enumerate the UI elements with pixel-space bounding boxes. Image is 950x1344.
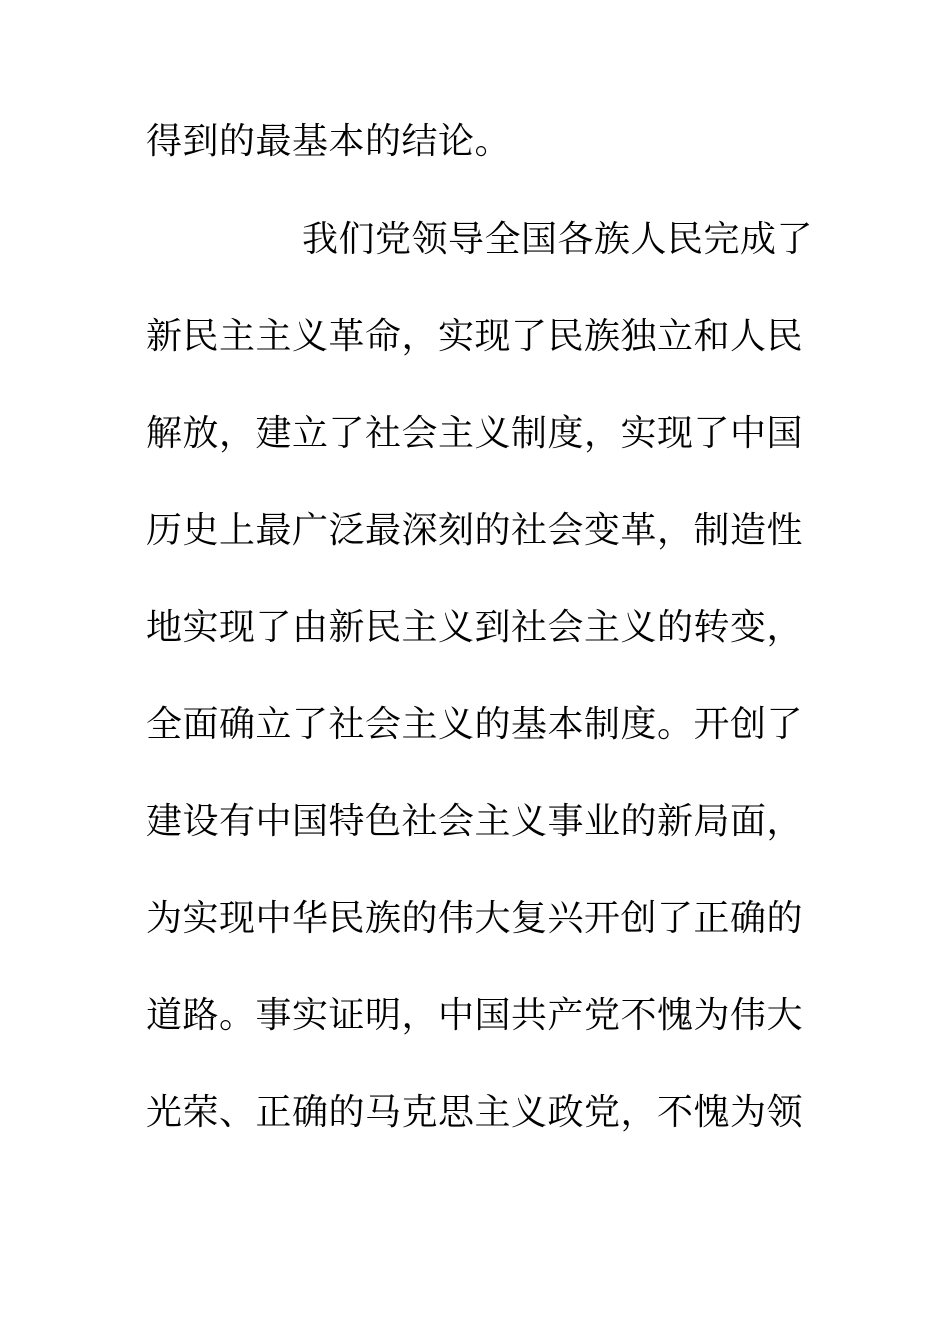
text-line: 历史上最广泛最深刻的社会变革，制造性 <box>146 510 804 551</box>
body-text <box>146 121 846 1192</box>
paragraph-first-line: 我们党领导全国各族人民完成了 <box>302 219 814 260</box>
text-line: 解放，建立了社会主义制度，实现了中国 <box>146 413 804 454</box>
text-line: 全面确立了社会主义的基本制度。开创了 <box>146 704 804 745</box>
text-line: 为实现中华民族的伟大复兴开创了正确的 <box>146 898 804 939</box>
text-line: 建设有中国特色社会主义事业的新局面， <box>146 801 804 842</box>
text-line: 光荣、正确的马克思主义政党，不愧为领 <box>146 1092 804 1133</box>
text-line: 得到的最基本的结论。 <box>146 121 512 162</box>
text-line: 地实现了由新民主义到社会主义的转变， <box>146 607 804 648</box>
text-line: 道路。事实证明，中国共产党不愧为伟大 <box>146 995 804 1036</box>
text-line: 新民主主义革命，实现了民族独立和人民 <box>146 316 804 357</box>
